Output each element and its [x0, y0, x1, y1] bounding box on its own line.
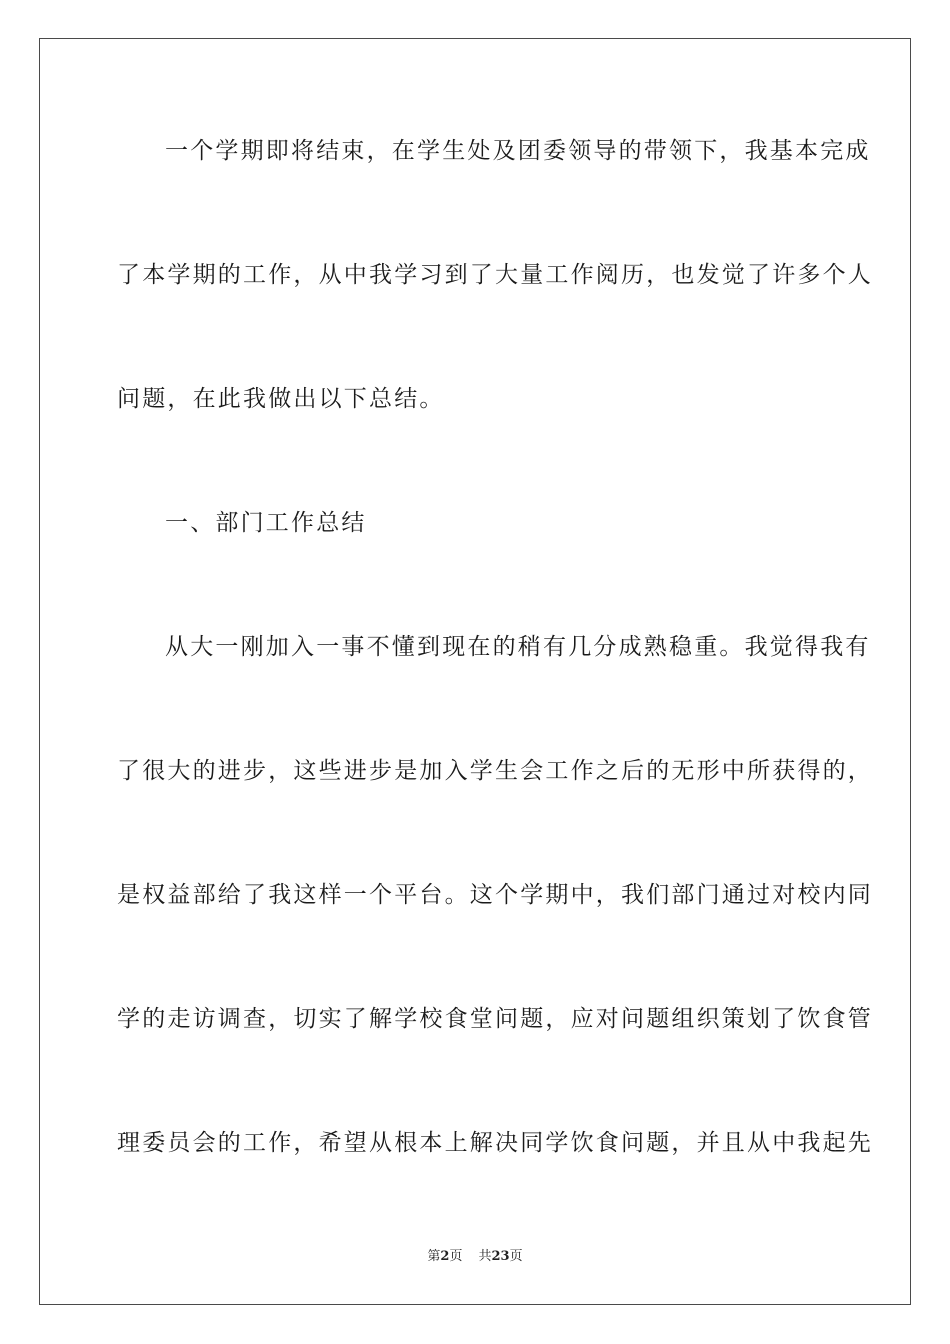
footer-total-prefix: 共 — [478, 1249, 492, 1264]
paragraph-2-line-3: 是权益部给了我这样一个平台。这个学期中，我们部门通过对校内同 — [117, 882, 873, 908]
paragraph-2-line-5: 理委员会的工作，希望从根本上解决同学饮食问题，并且从中我起先 — [117, 1130, 873, 1156]
paragraph-2-line-2: 了很大的进步，这些进步是加入学生会工作之后的无形中所获得的， — [117, 758, 873, 784]
footer-page-total: 23 — [491, 1249, 510, 1264]
footer-page-current: 2 — [440, 1249, 450, 1264]
paragraph-1-line-1: 一个学期即将结束，在学生处及团委领导的带领下，我基本完成 — [165, 138, 871, 164]
paragraph-2-line-4: 学的走访调查，切实了解学校食堂问题，应对问题组织策划了饮食管 — [117, 1006, 873, 1032]
footer-total-suffix: 页 — [509, 1249, 523, 1264]
paragraph-1-line-2: 了本学期的工作，从中我学习到了大量工作阅历，也发觉了许多个人 — [117, 262, 873, 288]
paragraph-1-line-3: 问题，在此我做出以下总结。 — [117, 386, 445, 412]
footer-page-suffix: 页 — [449, 1249, 463, 1264]
paragraph-2-line-1: 从大一刚加入一事不懂到现在的稍有几分成熟稳重。我觉得我有 — [165, 634, 871, 660]
footer-page-prefix: 第 — [427, 1249, 441, 1264]
page-frame — [39, 38, 911, 1305]
section-heading: 一、部门工作总结 — [165, 510, 367, 536]
page-footer — [0, 1248, 950, 1266]
